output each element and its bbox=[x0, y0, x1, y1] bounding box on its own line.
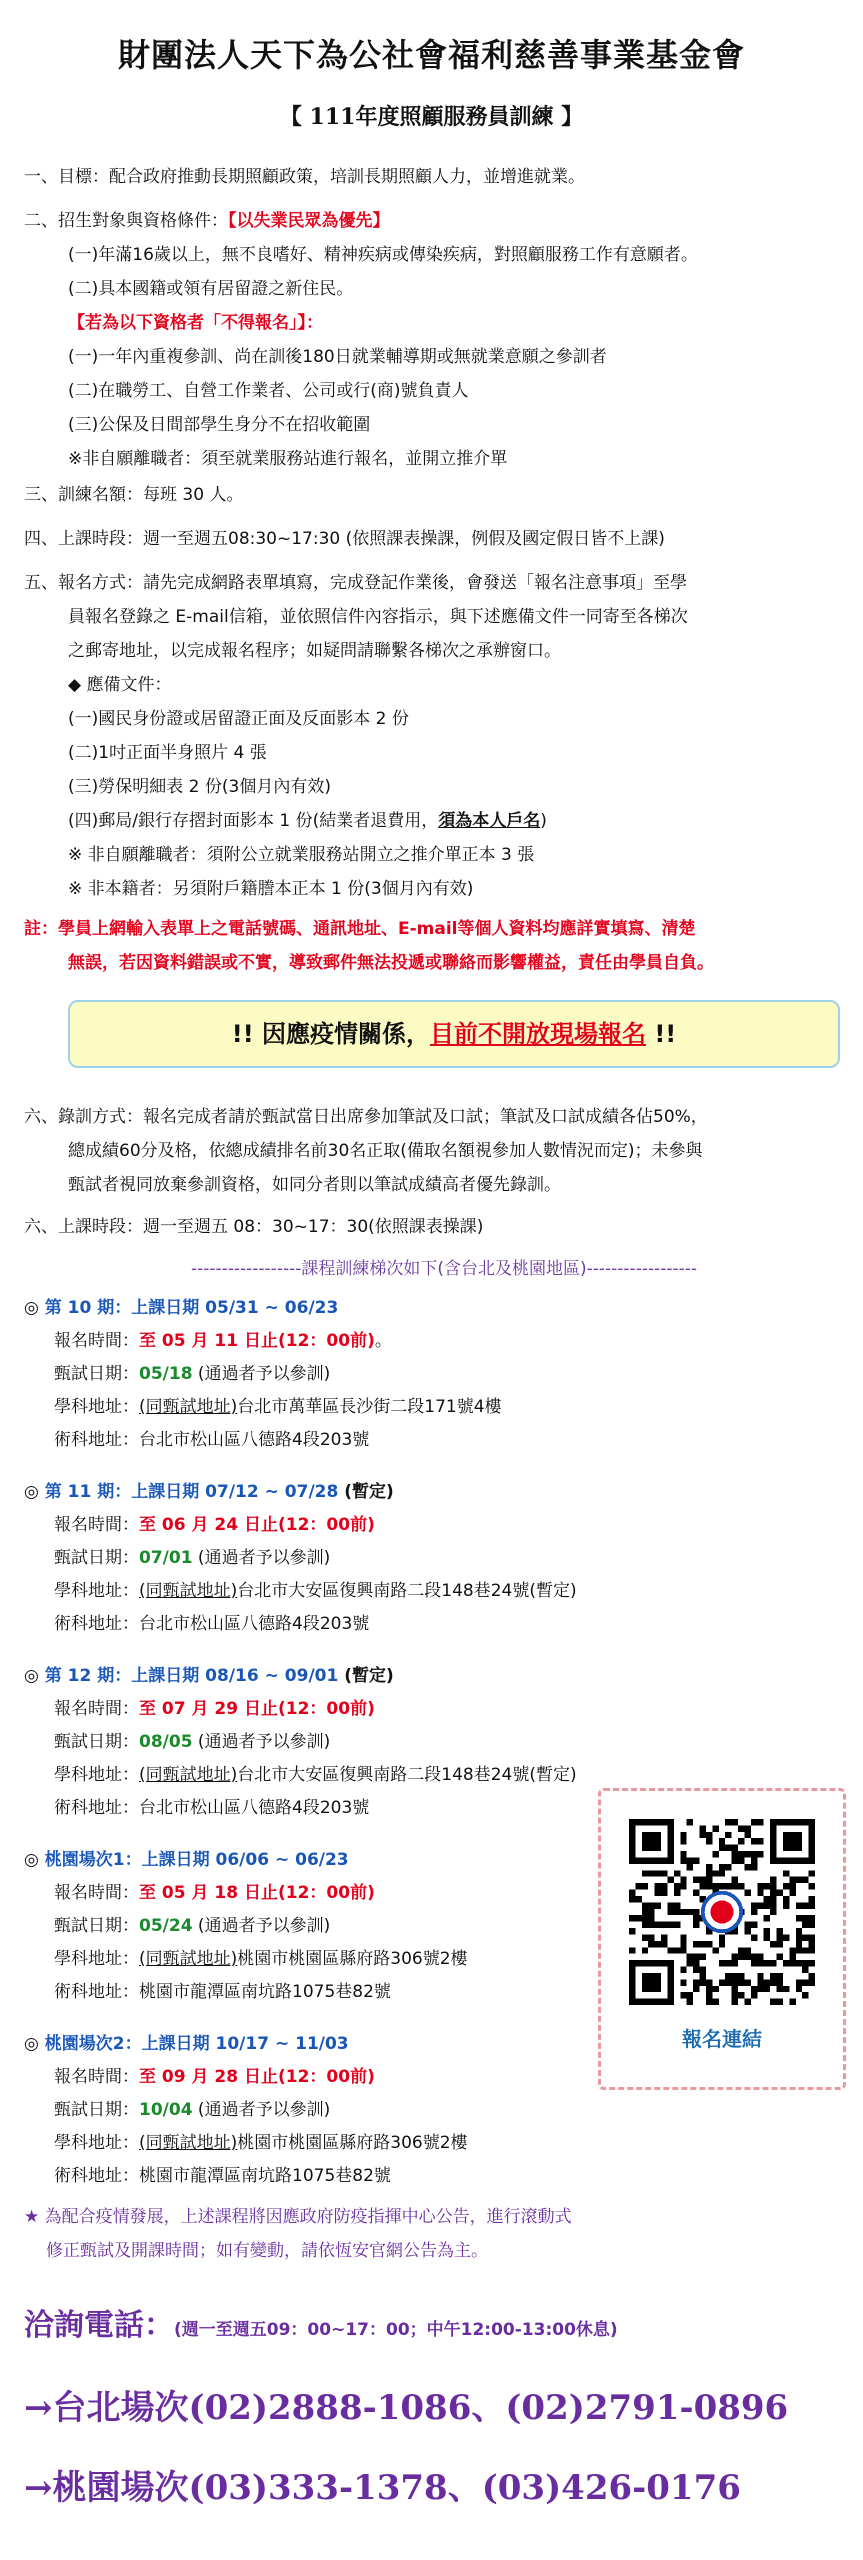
note-block bbox=[24, 912, 844, 980]
qr-code-icon[interactable] bbox=[629, 1819, 815, 2005]
registration-text: 之郵寄地址，以完成報名程序；如疑問請聯繫各梯次之承辦窗口。 bbox=[68, 641, 561, 661]
section-selection bbox=[24, 1100, 844, 1202]
session-title: ◎ 桃園場次1：上課日期 06/06 ~ 06/23 bbox=[24, 1850, 349, 1870]
session-block bbox=[24, 1476, 704, 1641]
session-registration: 報名時間：至 05 月 18 日止(12：00前) bbox=[54, 1883, 375, 1903]
session-theory-address: 學科地址：(同甄試地址)桃園市桃園區縣府路306號2樓 bbox=[54, 2133, 468, 2153]
registration-text: 員報名登錄之 E-mail信箱，並依照信件內容指示，與下述應備文件一同寄至各梯次 bbox=[68, 607, 688, 627]
selection-text: 總成績60分及格，依總成績排名前30名正取(備取名額視參加人數情況而定)；未參與 bbox=[68, 1141, 703, 1161]
selection-text: 甄試者視同放棄參訓資格，如同分者則以筆試成績高者優先錄訓。 bbox=[68, 1175, 561, 1195]
session-exam: 甄試日期：08/05 (通過者予以參訓) bbox=[54, 1732, 331, 1752]
session-practice-address: 術科地址：台北市松山區八德路4段203號 bbox=[54, 1430, 370, 1450]
note-text: 無誤，若因資料錯誤或不實，導致郵件無法投遞或聯絡而影響權益，責任由學員自負。 bbox=[68, 953, 714, 973]
section-class-time bbox=[24, 1210, 844, 1244]
section-schedule bbox=[24, 522, 844, 556]
involuntary-note: ※非自願離職者：須至就業服務站進行報名，並開立推介單 bbox=[68, 449, 508, 469]
qr-box[interactable] bbox=[598, 1788, 846, 2090]
session-exam: 甄試日期：05/24 (通過者予以參訓) bbox=[54, 1916, 331, 1936]
selection-text: 六、錄訓方式：報名完成者請於甄試當日出席參加筆試及口試；筆試及口試成績各佔50%， bbox=[24, 1107, 708, 1127]
session-exam: 甄試日期：07/01 (通過者予以參訓) bbox=[54, 1548, 331, 1568]
document-item: (二)1吋正面半身照片 4 張 bbox=[68, 743, 267, 763]
covid-notice bbox=[24, 2200, 844, 2268]
document-item: ※ 非本籍者：另須附戶籍謄本正本 1 份(3個月內有效) bbox=[68, 879, 474, 899]
session-practice-address: 術科地址：台北市松山區八德路4段203號 bbox=[54, 1798, 370, 1818]
session-registration: 報名時間：至 07 月 29 日止(12：00前) bbox=[54, 1699, 375, 1719]
reject-item: (三)公保及日間部學生身分不在招收範圍 bbox=[68, 415, 371, 435]
note-text: 註：學員上網輸入表單上之電話號碼、通訊地址、E-mail等個人資料均應詳實填寫、清楚 bbox=[24, 919, 696, 939]
session-exam: 甄試日期：05/18 (通過者予以參訓) bbox=[54, 1364, 331, 1384]
session-practice-address: 術科地址：桃園市龍潭區南坑路1075巷82號 bbox=[54, 2166, 391, 2186]
reject-item: (二)在職勞工、自營工作業者、公司或行(商)號負責人 bbox=[68, 381, 469, 401]
section-goal bbox=[24, 160, 844, 194]
documents-heading: ◆ 應備文件： bbox=[68, 675, 172, 695]
session-title: ◎ 第 11 期：上課日期 07/12 ~ 07/28 (暫定) bbox=[24, 1482, 394, 1502]
section-eligibility bbox=[24, 204, 844, 476]
session-theory-address: 學科地址：(同甄試地址)桃園市桃園區縣府路306號2樓 bbox=[54, 1949, 468, 1969]
contact-heading bbox=[24, 2300, 618, 2344]
eligibility-heading: 二、招生對象與資格條件： bbox=[24, 211, 228, 231]
session-title: ◎ 桃園場次2：上課日期 10/17 ~ 11/03 bbox=[24, 2034, 349, 2054]
sessions-divider: ------------------課程訓練梯次如下(含台北及桃園地區)------------------ bbox=[190, 1259, 698, 1279]
banner-highlight: 目前不開放現場報名 bbox=[430, 1020, 646, 1048]
session-theory-address: 學科地址：(同甄試地址)台北市萬華區長沙街二段171號4樓 bbox=[54, 1397, 502, 1417]
session-practice-address: 術科地址：桃園市龍潭區南坑路1075巷82號 bbox=[54, 1982, 391, 2002]
taoyuan-phone: →桃園場次(03)333-1378、(03)426-0176 bbox=[24, 2468, 741, 2508]
session-registration: 報名時間：至 09 月 28 日止(12：00前) bbox=[54, 2067, 375, 2087]
session-title: ◎ 第 10 期：上課日期 05/31 ~ 06/23 bbox=[24, 1298, 339, 1318]
reject-heading: 【若為以下資格者「不得報名」】： bbox=[68, 313, 323, 333]
section-registration bbox=[24, 566, 844, 906]
document-item: (三)勞保明細表 2 份(3個月內有效) bbox=[68, 777, 331, 797]
section-quota bbox=[24, 478, 844, 512]
contact-hours: (週一至週五09：00~17：00；中午12:00-13:00休息) bbox=[174, 2320, 618, 2340]
document-item: (四)郵局/銀行存摺封面影本 1 份(結業者退費用，須為本人戶名) bbox=[68, 811, 547, 831]
covid-banner bbox=[68, 1000, 840, 1068]
qr-label: 報名連結 bbox=[682, 2027, 762, 2051]
taipei-phone: →台北場次(02)2888-1086、(02)2791-0896 bbox=[24, 2388, 789, 2428]
session-practice-address: 術科地址：台北市松山區八德路4段203號 bbox=[54, 1614, 370, 1634]
session-exam: 甄試日期：10/04 (通過者予以參訓) bbox=[54, 2100, 331, 2120]
session-registration: 報名時間：至 06 月 24 日止(12：00前) bbox=[54, 1515, 375, 1535]
page-title: 財團法人天下為公社會福利慈善事業基金會 bbox=[117, 36, 745, 74]
schedule-text: 四、上課時段：週一至週五08:30~17:30 (依照課表操課，例假及國定假日皆不上課) bbox=[24, 529, 665, 549]
session-registration: 報名時間：至 05 月 11 日止(12：00前)。 bbox=[54, 1331, 392, 1351]
page-subtitle: 【 111年度照顧服務員訓練 】 bbox=[279, 104, 584, 130]
priority-note: 【以失業民眾為優先】 bbox=[228, 211, 390, 231]
session-block bbox=[24, 1292, 704, 1457]
eligibility-item: (二)具本國籍或領有居留證之新住民。 bbox=[68, 279, 354, 299]
banner-text-end: !! bbox=[646, 1020, 677, 1048]
contact-label: 洽詢電話： bbox=[24, 2308, 174, 2343]
quota-text: 三、訓練名額：每班 30 人。 bbox=[24, 485, 244, 505]
goal-text: 一、目標：配合政府推動長期照顧政策，培訓長期照顧人力，並增進就業。 bbox=[24, 167, 585, 187]
document-item: ※ 非自願離職者：須附公立就業服務站開立之推介單正本 3 張 bbox=[68, 845, 535, 865]
session-theory-address: 學科地址：(同甄試地址)台北市大安區復興南路二段148巷24號(暫定) bbox=[54, 1581, 577, 1601]
class-time-text: 六、上課時段：週一至週五 08：30~17：30(依照課表操課) bbox=[24, 1217, 484, 1237]
notice-text: 修正甄試及開課時間；如有變動，請依恆安官網公告為主。 bbox=[46, 2241, 488, 2261]
eligibility-item: (一)年滿16歲以上，無不良嗜好、精神疾病或傳染疾病，對照顧服務工作有意願者。 bbox=[68, 245, 698, 265]
notice-text: ★ 為配合疫情發展，上述課程將因應政府防疫指揮中心公告，進行滾動式 bbox=[24, 2207, 572, 2227]
registration-text: 五、報名方式：請先完成網路表單填寫，完成登記作業後，會發送「報名注意事項」至學 bbox=[24, 573, 687, 593]
session-title: ◎ 第 12 期：上課日期 08/16 ~ 09/01 (暫定) bbox=[24, 1666, 394, 1686]
session-theory-address: 學科地址：(同甄試地址)台北市大安區復興南路二段148巷24號(暫定) bbox=[54, 1765, 577, 1785]
reject-item: (一)一年內重複參訓、尚在訓後180日就業輔導期或無就業意願之參訓者 bbox=[68, 347, 607, 367]
document-item: (一)國民身份證或居留證正面及反面影本 2 份 bbox=[68, 709, 409, 729]
banner-text: !! 因應疫情關係， bbox=[231, 1020, 430, 1048]
